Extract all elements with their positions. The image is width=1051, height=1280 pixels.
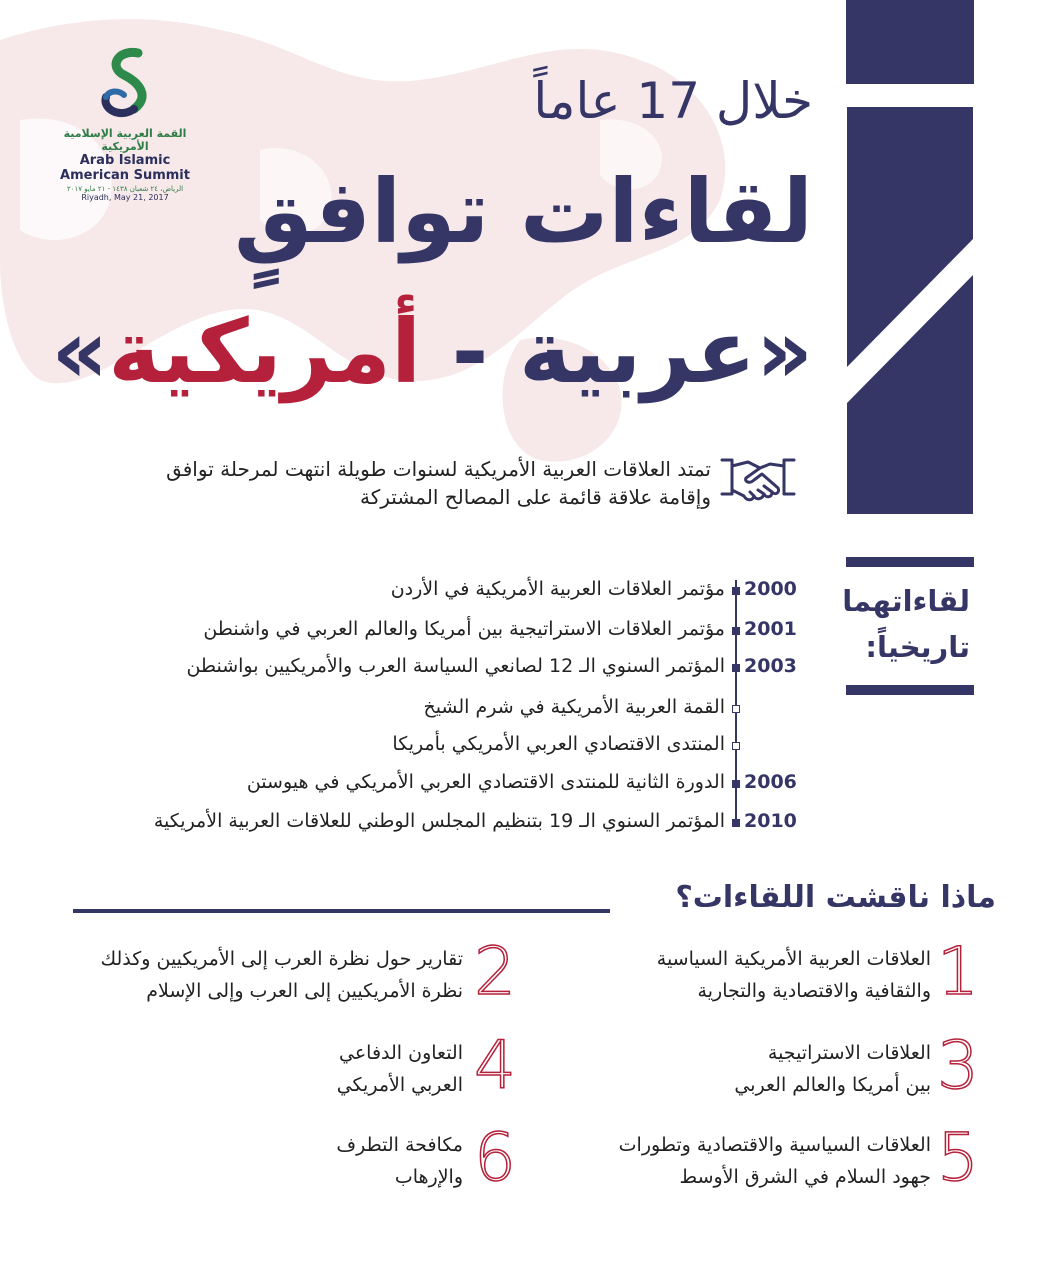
top-decorative-bar [846,0,974,84]
topic-text [619,1129,931,1193]
headline-line1: خلال 17 عاماً [533,72,813,130]
headline-american-word: أمريكية [108,300,422,403]
timeline-event-text: الدورة الثانية للمنتدى الاقتصادي العربي الأمريكي في هيوستن [246,771,725,793]
history-title-line2: تاريخياً: [865,630,970,664]
topic-line1: العلاقات السياسية والاقتصادية وتطورات [618,1134,931,1156]
topic-line2: بين أمريكا والعالم العربي [734,1074,931,1096]
topic-line2: العربي الأمريكي [336,1074,463,1096]
topics-title-rule [73,909,610,913]
timeline-event-text: المؤتمر السنوي الـ 19 بتنظيم المجلس الوطني للعلاقات العربية الأمريكية [153,810,725,832]
summit-logo [45,45,205,215]
topic-line2: جهود السلام في الشرق الأوسط [679,1166,931,1188]
right-decorative-shape [847,107,973,514]
timeline-event-text: المؤتمر السنوي الـ 12 لصانعي السياسة العرب والأمريكيين بواشنطن [186,655,725,677]
topic-line2: والإرهاب [394,1166,463,1188]
topic-text [734,1037,931,1101]
topic-number: 1 [937,933,979,1010]
timeline-marker [732,627,740,635]
timeline-marker [732,587,740,595]
topic-line1: مكافحة التطرف [336,1134,463,1156]
intro-paragraph [71,455,711,511]
timeline-year: 2001 [744,618,797,640]
timeline-event-text: مؤتمر العلاقات العربية الأمريكية في الأردن [390,578,725,600]
topic-line2: والثقافية والاقتصادية والتجارية [697,980,931,1002]
headline-line2: لقاءات توافقٍ [234,160,813,263]
timeline-event-text: المنتدى الاقتصادي العربي الأمريكي بأمريكا [392,733,725,755]
topic-line1: تقارير حول نظرة العرب إلى الأمريكيين وكذلك [100,948,463,970]
topic-line2: نظرة الأمريكيين إلى العرب وإلى الإسلام [146,980,463,1002]
topic-line1: العلاقات العربية الأمريكية السياسية [656,948,931,970]
topic-text [336,1129,463,1193]
topic-number: 4 [474,1027,516,1104]
logo-arabic-name: القمة العربية الإسلامية الأمريكية [63,127,187,153]
topic-line1: التعاون الدفاعي [338,1042,463,1064]
headline-separator: - [421,300,519,403]
history-bottom-bar [846,685,974,695]
topic-number: 5 [937,1119,979,1196]
logo-date-arabic: الرياض، ٢٤ شعبان ١٤٣٨ - ٢١ مايو ٢٠١٧ [66,185,184,193]
logo-date-english: Riyadh, May 21, 2017 [81,193,169,202]
timeline-marker [732,705,740,713]
headline-arab-word: عربية [518,300,757,403]
headline-quote-open: « [756,300,813,403]
timeline-year: 2003 [744,655,797,677]
history-title-line1: لقاءاتهما [842,584,970,618]
topic-text [337,1037,463,1101]
timeline-year: 2010 [744,810,797,832]
timeline-event-text: مؤتمر العلاقات الاستراتيجية بين أمريكا والعالم العربي في واشنطن [203,618,725,640]
topic-text [657,943,931,1007]
timeline-marker [732,742,740,750]
topics-title: ماذا ناقشت اللقاءات؟ [675,880,996,915]
timeline-event-text: القمة العربية الأمريكية في شرم الشيخ [423,696,725,718]
handshake-icon [718,452,798,512]
timeline-marker [732,780,740,788]
timeline-year: 2000 [744,578,797,600]
intro-line2: وإقامة علاقة قائمة على المصالح المشتركة [360,485,711,509]
intro-line1: تمتد العلاقات العربية الأمريكية لسنوات طويلة انتهت لمرحلة توافق [166,457,711,481]
headline-line3 [51,300,813,403]
topic-text [100,943,463,1007]
topic-line1: العلاقات الاستراتيجية [767,1042,931,1064]
timeline-line [735,580,737,825]
summit-emblem-icon [80,45,170,125]
topic-number: 3 [937,1027,979,1104]
headline-quote-close: » [51,300,109,403]
timeline-year: 2006 [744,771,797,793]
timeline-marker [732,819,740,827]
logo-english-name: Arab Islamic American Summit [60,153,190,183]
topic-number: 2 [474,933,516,1010]
topic-number: 6 [474,1119,516,1196]
history-top-bar [846,557,974,567]
history-title [842,578,970,670]
timeline-marker [732,664,740,672]
